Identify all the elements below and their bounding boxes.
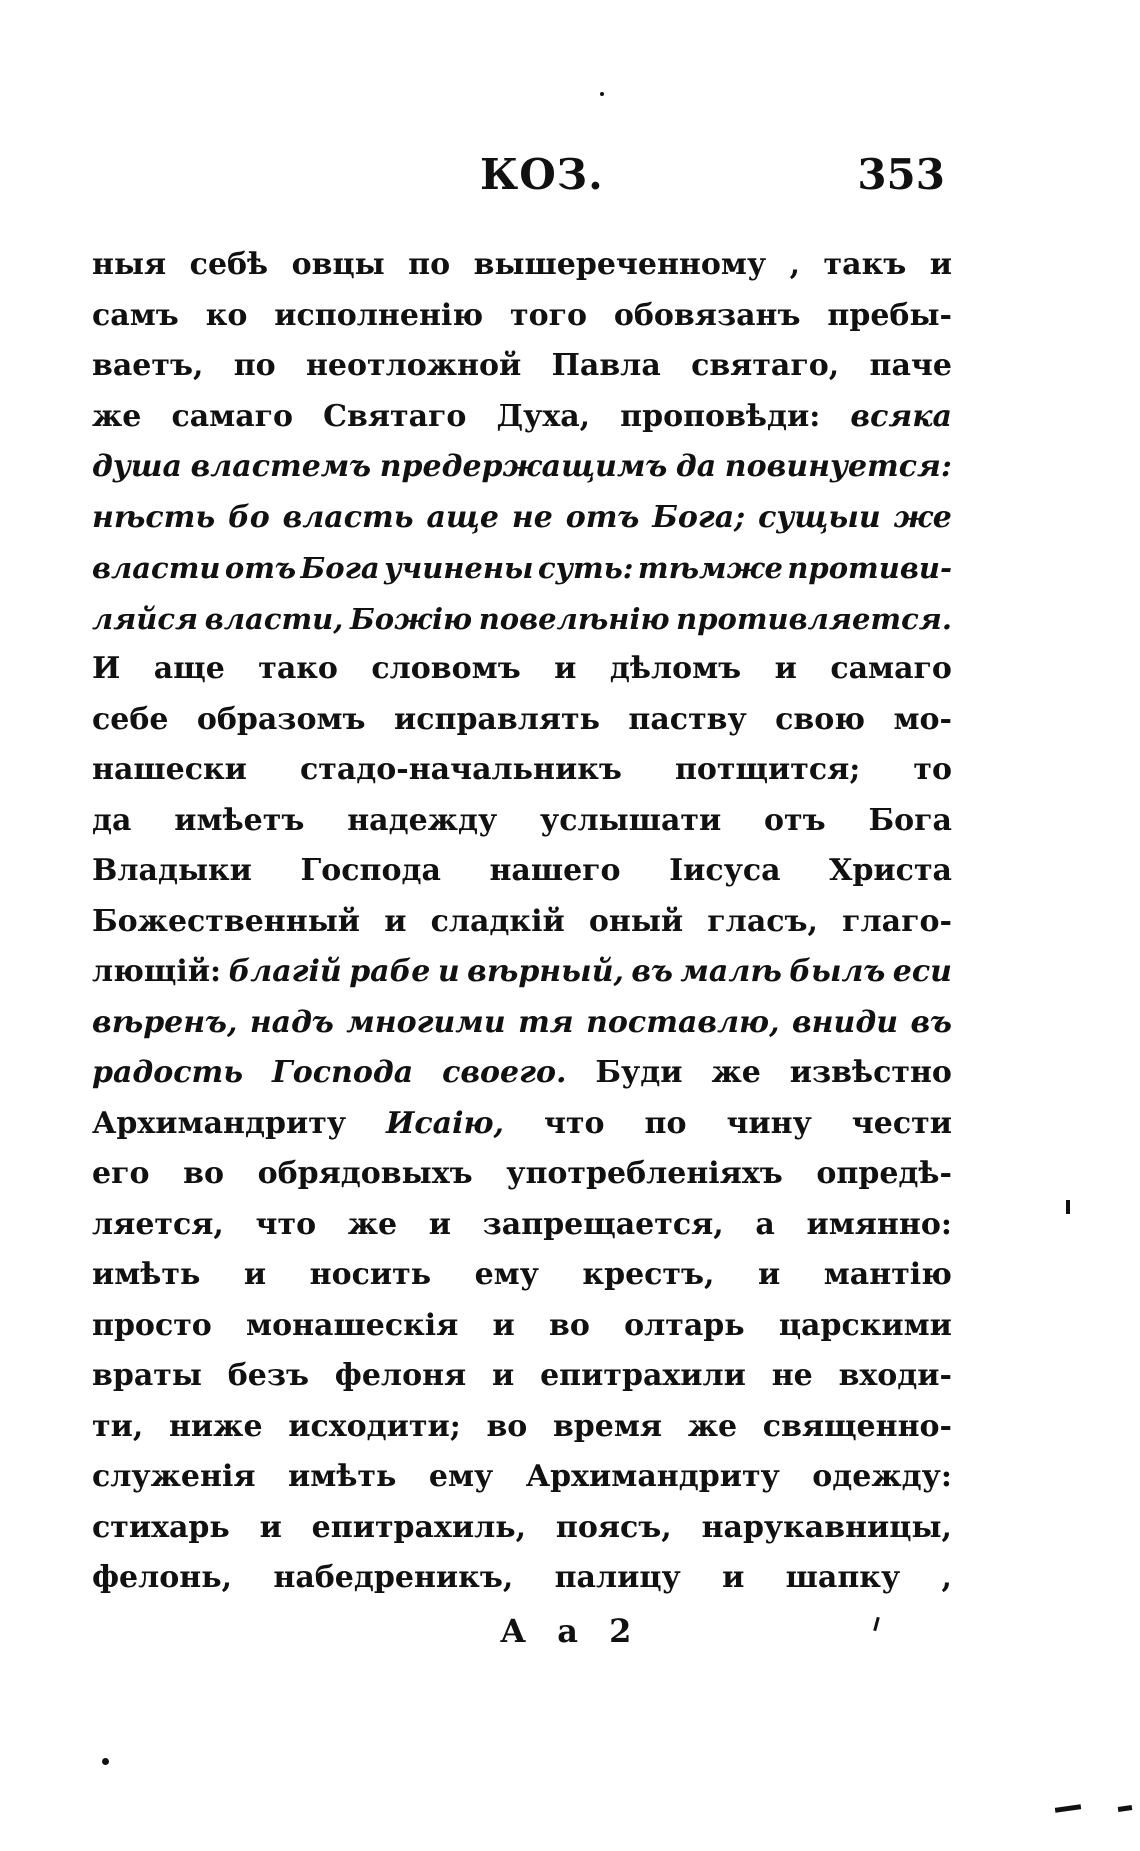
word: имѣть — [288, 1459, 397, 1494]
word: входи- — [838, 1358, 952, 1393]
word: олтарь — [624, 1307, 745, 1343]
ink-speck — [600, 92, 604, 96]
word: Буди — [595, 1055, 683, 1090]
word: и — [259, 1509, 282, 1545]
italic-word: учинены — [384, 551, 534, 585]
italic-word: былъ — [789, 954, 886, 989]
italic-word: аще — [426, 499, 499, 535]
italic-word: многими — [346, 1004, 506, 1040]
word: глаго- — [842, 903, 952, 939]
italic-word: своего. — [442, 1055, 567, 1090]
ink-speck — [873, 1617, 880, 1631]
word: вышереченному — [473, 247, 767, 282]
word: аще — [153, 651, 225, 686]
italic-word: благій — [228, 954, 342, 989]
italic-word: властемъ — [190, 449, 372, 484]
word: же — [347, 1206, 398, 1242]
italic-word: поставлю, — [586, 1004, 780, 1040]
word: враты — [92, 1358, 202, 1393]
page-number: 353 — [857, 150, 945, 199]
italic-word: въ — [910, 1004, 952, 1040]
italic-word: тя — [518, 1004, 574, 1040]
word: крестъ, — [582, 1257, 715, 1292]
word: носить — [309, 1257, 432, 1292]
page-header — [90, 150, 945, 210]
word: епитрахиль, — [311, 1509, 527, 1545]
text-line — [92, 442, 952, 493]
text-line — [92, 543, 952, 594]
italic-word: вѣрный, — [467, 954, 624, 989]
italic-word: радость — [92, 1055, 244, 1090]
word: во — [183, 1156, 224, 1191]
word: не — [771, 1358, 813, 1393]
word: стихарь — [92, 1509, 230, 1545]
ink-speck — [1118, 1805, 1133, 1812]
word: самаго — [171, 398, 294, 434]
text-line — [92, 695, 952, 746]
word: Архимандриту — [525, 1459, 780, 1494]
italic-word: душа — [92, 449, 182, 484]
text-line — [92, 1250, 952, 1301]
text-line — [92, 240, 952, 291]
body-text — [92, 240, 952, 1604]
text-line — [92, 392, 952, 443]
word: обрядовыхъ — [257, 1156, 473, 1191]
word: время — [552, 1408, 663, 1444]
text-line — [92, 1099, 952, 1150]
word: нарукавницы, — [701, 1509, 952, 1545]
italic-word: Бога; — [652, 499, 746, 535]
italic-word: Божію — [350, 601, 473, 636]
word: поясъ, — [555, 1509, 672, 1545]
word: безъ — [227, 1358, 309, 1393]
word: Іисуса — [669, 853, 781, 888]
word: по — [408, 247, 451, 282]
italic-word: отъ — [565, 499, 640, 535]
word: оный — [588, 903, 684, 939]
word: ваетъ, — [92, 348, 204, 383]
text-line — [92, 947, 952, 998]
signature-mark: А а 2 — [500, 1612, 642, 1650]
word: употребленіяхъ — [506, 1156, 783, 1191]
word: чину — [726, 1105, 812, 1141]
word: исходити; — [288, 1408, 461, 1444]
word: Христа — [829, 853, 952, 888]
word: опредѣ- — [816, 1156, 952, 1191]
word: запрещается, — [482, 1206, 724, 1242]
italic-word: власти, — [204, 601, 344, 636]
word: монашескія — [246, 1307, 459, 1343]
text-line — [92, 644, 952, 695]
word: образомъ — [196, 701, 366, 737]
word: и — [384, 903, 407, 939]
word: Духа, — [496, 398, 591, 434]
word: что — [543, 1105, 605, 1141]
ink-speck — [1066, 1200, 1070, 1214]
text-line — [92, 594, 952, 645]
text-line — [92, 1200, 952, 1251]
word: Господа — [300, 853, 441, 888]
word: его — [92, 1156, 150, 1191]
word: что — [255, 1206, 317, 1242]
word: и — [492, 1307, 515, 1343]
italic-word: да — [675, 449, 717, 484]
word: Бога — [868, 802, 952, 838]
word: то — [913, 752, 952, 787]
word: отъ — [764, 802, 826, 838]
word: сладкій — [430, 903, 565, 939]
word: себе — [92, 701, 169, 737]
word: неотложной — [305, 348, 522, 383]
word: имянно: — [806, 1206, 952, 1242]
text-line — [92, 1301, 952, 1352]
word: такъ — [823, 247, 907, 282]
ink-speck — [1055, 1804, 1081, 1813]
text-line — [92, 341, 952, 392]
word: и — [722, 1560, 745, 1595]
word: и — [929, 247, 952, 282]
text-line — [92, 846, 952, 897]
word: ниже — [168, 1408, 263, 1444]
italic-word: вниди — [791, 1004, 899, 1040]
word: одежду: — [812, 1459, 952, 1494]
italic-word: всяка — [850, 398, 952, 434]
word: имѣетъ — [174, 802, 305, 838]
word: нашего — [489, 853, 621, 888]
italic-word: противляется. — [676, 601, 952, 636]
word: Павла — [551, 348, 661, 383]
italic-word: въ — [631, 954, 673, 989]
word: овцы — [291, 247, 385, 282]
word: чести — [851, 1105, 952, 1141]
italic-word: бо — [228, 499, 270, 535]
italic-word: рабе — [349, 954, 431, 989]
word: и — [774, 651, 797, 686]
ink-speck — [102, 1758, 109, 1765]
word: святаго, — [691, 348, 840, 383]
word: имѣть — [92, 1257, 201, 1292]
italic-word: Бога — [300, 551, 380, 585]
word: по — [233, 348, 276, 383]
italic-word: власти — [92, 551, 221, 585]
text-line — [92, 1149, 952, 1200]
word: служенія — [92, 1459, 256, 1494]
word: епитрахили — [540, 1358, 746, 1393]
word: Божественный — [92, 903, 361, 939]
word: стадо-начальникъ — [299, 752, 622, 787]
italic-word: повелѣнію — [478, 601, 670, 636]
word: проповѣди: — [620, 398, 821, 434]
word: царскими — [778, 1307, 952, 1343]
word: словомъ — [371, 651, 521, 686]
word: по — [644, 1105, 687, 1141]
word: лющій: — [92, 954, 222, 989]
word: себѣ — [189, 247, 269, 282]
word: обовязанъ — [613, 297, 801, 333]
text-line — [92, 897, 952, 948]
word: нашески — [92, 752, 247, 787]
word: фелонь, — [92, 1560, 233, 1595]
word: и — [757, 1257, 781, 1292]
word: мантію — [823, 1257, 952, 1292]
italic-word: и — [437, 954, 460, 989]
word: дѣломъ — [609, 651, 742, 686]
word: шапку — [785, 1560, 901, 1595]
word: набедреникъ, — [273, 1560, 514, 1595]
text-line — [92, 796, 952, 847]
italic-word: отъ — [224, 551, 297, 585]
word: во — [549, 1307, 590, 1343]
text-line — [92, 998, 952, 1049]
word: гласъ, — [707, 903, 818, 939]
italic-word: повинуется: — [724, 449, 952, 484]
word: исправлять — [393, 701, 600, 737]
word: И — [92, 651, 121, 686]
word: тако — [258, 651, 338, 686]
italic-word: сущыи — [758, 499, 881, 535]
word: ти, — [92, 1408, 144, 1444]
word: и — [554, 651, 577, 686]
word: просто — [92, 1307, 212, 1343]
word: ему — [474, 1257, 539, 1292]
italic-word: еси — [892, 954, 952, 989]
word: самаго — [830, 651, 952, 686]
italic-word: Исаію, — [386, 1105, 504, 1141]
italic-word: Господа — [272, 1055, 414, 1090]
word: , — [941, 1560, 952, 1595]
italic-word: предержащимъ — [379, 449, 668, 484]
text-line — [92, 291, 952, 342]
italic-word: тѣмже — [637, 551, 783, 585]
word: надежду — [347, 802, 498, 838]
word: того — [510, 297, 587, 333]
word: исполненію — [274, 297, 484, 333]
italic-word: ляйся — [92, 601, 199, 636]
word: Архимандриту — [92, 1105, 347, 1141]
word: же — [687, 1408, 738, 1444]
word: и — [428, 1206, 452, 1242]
word: и — [492, 1358, 515, 1393]
italic-word: противи- — [787, 551, 952, 585]
text-line — [92, 1402, 952, 1453]
word: и — [243, 1257, 267, 1292]
italic-word: власть — [282, 499, 414, 535]
word: ляется, — [92, 1206, 224, 1242]
word: пребы- — [827, 297, 952, 333]
word: да — [92, 802, 132, 838]
word: паству — [628, 701, 747, 737]
word: же — [711, 1055, 761, 1090]
italic-word: не — [511, 499, 553, 535]
word: мо- — [893, 701, 952, 737]
italic-word: малѣ — [680, 954, 782, 989]
text-line — [92, 1351, 952, 1402]
word: , — [789, 247, 801, 282]
italic-word: нѣсть — [92, 499, 216, 535]
word: палицу — [554, 1560, 681, 1595]
word: извѣстно — [789, 1055, 952, 1090]
word: во — [486, 1408, 528, 1444]
word: потщится; — [674, 752, 861, 787]
text-line — [92, 1553, 952, 1604]
italic-word: надъ — [249, 1004, 334, 1040]
word: а — [755, 1206, 775, 1242]
word: ныя — [92, 247, 167, 282]
text-line — [92, 493, 952, 544]
word: ему — [428, 1459, 494, 1494]
word: ко — [205, 297, 248, 333]
text-line — [92, 745, 952, 796]
word: Святаго — [323, 398, 467, 434]
word: же — [92, 398, 142, 434]
text-line — [92, 1048, 952, 1099]
italic-word: вѣренъ, — [92, 1004, 238, 1040]
word: Владыки — [92, 853, 252, 888]
word: священно- — [762, 1408, 952, 1444]
word: паче — [869, 348, 952, 383]
word: свою — [775, 701, 866, 737]
word: услышати — [540, 802, 722, 838]
running-head: КОЗ. — [480, 150, 604, 199]
word: фелоня — [334, 1358, 467, 1393]
italic-word: же — [893, 499, 952, 535]
text-line — [92, 1452, 952, 1503]
italic-word: суть: — [537, 551, 634, 585]
word: самъ — [92, 297, 179, 333]
text-line — [92, 1503, 952, 1554]
